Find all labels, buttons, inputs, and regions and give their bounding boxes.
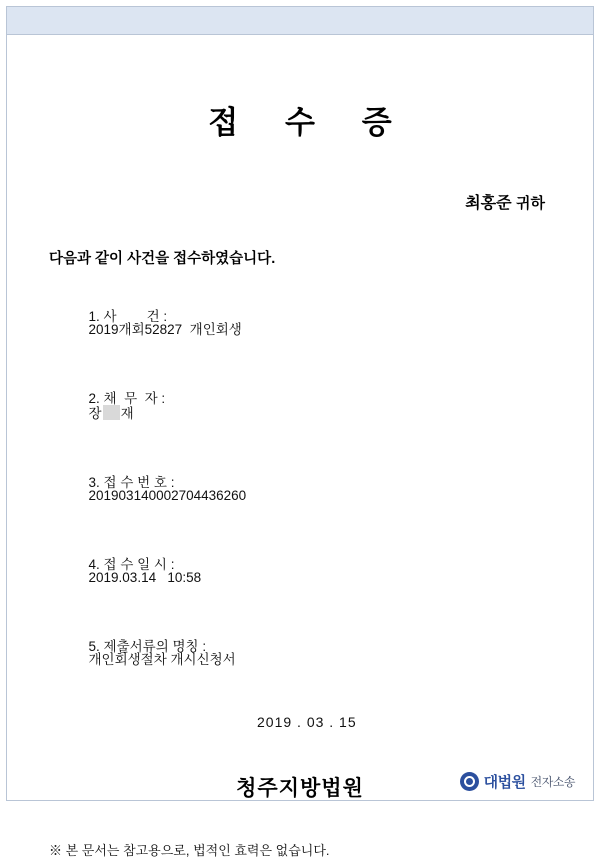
document-content [7, 35, 593, 858]
item-label: 4. 접 수 일 시 : [88, 556, 175, 572]
item-value: 201903140002704436260 [88, 488, 247, 503]
recipient-name: 최홍준 [465, 195, 512, 212]
item-value: 2019개회52827 개인회생 [88, 322, 242, 337]
list-item [51, 626, 593, 680]
recipient-line [7, 190, 593, 213]
item-label: 5. 제출서류의 명칭 : [88, 638, 207, 654]
item-list [7, 296, 593, 680]
list-item [51, 378, 593, 434]
header-band [7, 7, 593, 35]
logo-main-text: 대법원 [483, 774, 526, 791]
item-value: 개인회생절차 개시신청서 [88, 652, 236, 667]
issue-date: 2019 . 03 . 15 [257, 714, 357, 730]
court-name: 청주지방법원 [236, 777, 364, 800]
list-item [51, 544, 593, 598]
footer-logo [460, 771, 575, 792]
item-label: 2. 채 무 자 : [88, 390, 166, 406]
recipient-suffix: 귀하 [516, 195, 545, 212]
legal-notice: ※ 본 문서는 참고용으로, 법적인 효력은 없습니다. [49, 843, 330, 858]
page-title: 접 수 증 [208, 105, 410, 141]
list-item [51, 296, 593, 350]
item-value: 2019.03.14 10:58 [88, 570, 202, 585]
court-emblem-icon [460, 772, 479, 791]
logo-sub-text: 전자소송 [530, 775, 575, 789]
redaction-mark [103, 405, 120, 420]
item-label: 3. 접 수 번 호 : [88, 474, 175, 490]
lead-text: 다음과 같이 사건을 접수하였습니다. [49, 251, 276, 267]
item-value-before: 장 [88, 406, 102, 421]
document-frame [6, 6, 594, 858]
list-item [51, 462, 593, 516]
item-label: 1. 사 건 : [88, 308, 168, 324]
item-value-after: 재 [120, 406, 134, 421]
